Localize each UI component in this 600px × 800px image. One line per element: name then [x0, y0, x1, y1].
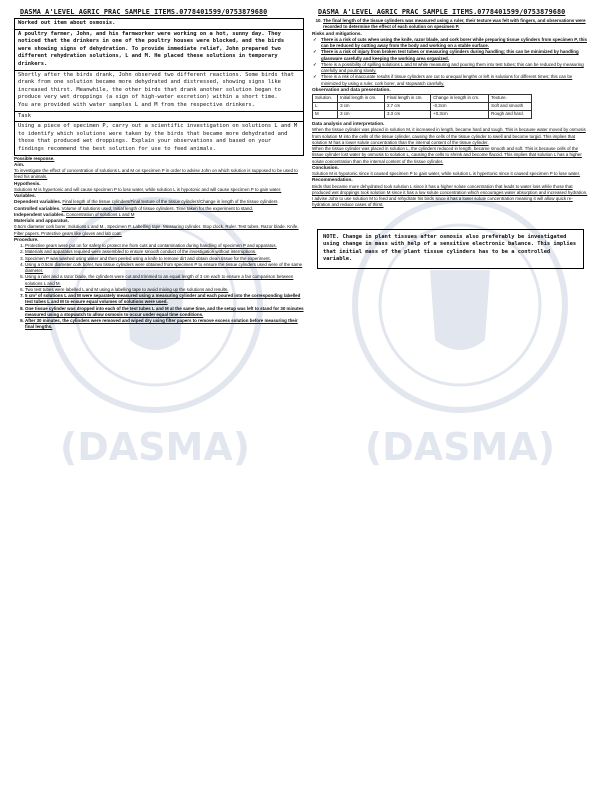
- recommendation-paragraph: Birds that became more dehydrated took solution L since it has a higher solute concentration that leads to water loss while those that produced wet droppings took solution M since it has a low solute concentration which encourages water absorption and increased hydration.: [312, 183, 588, 195]
- aim-heading: Aim.: [14, 161, 25, 167]
- procedure-step: 8. One tissue cylinder was dropped into each of the test tubes L and M at the same time, and the setup was left to stand for 30 minutes measured using a stopwatch to allow osmosis to occur under equal time conditions.: [25, 306, 304, 319]
- table-row: [313, 111, 532, 119]
- table-header-cell: Change in length in cm.: [431, 95, 489, 103]
- table-cell: +0.3cm: [431, 111, 489, 119]
- conclusion-text: Solution M is hypotonic since it caused specimen P to gain water, while solution L is hypertonic since it caused specimen P to lose water.: [312, 171, 581, 176]
- table-cell: -0.3cm: [431, 103, 489, 111]
- table-cell: M: [313, 111, 338, 119]
- risk-item: ✓ There is a risk of cuts when using the knife, razor blade, and cork borer while preparing tissue cylinders from specimen P, this can be reduced by cutting away from the body and working on a stable surface.: [321, 37, 590, 50]
- observation-cell: [15, 71, 303, 112]
- scenario-text: [15, 30, 303, 71]
- procedure-step: 5. Using a ruler and a razor blade, the cylinders were cut and trimmed to an equal length of 3 cm each to ensure a fair comparison between solutions L and M.: [25, 274, 304, 287]
- risk-item: ✓ There is a risk of injury from broken test tubes or measuring cylinders during handling; this can be minimized by handling glassware carefully and keeping the working area organized.: [321, 49, 590, 62]
- table-cell: 3.3 cm: [385, 111, 431, 119]
- controlled-label: Controlled variables.: [14, 205, 61, 211]
- hypothesis-heading: Hypothesis.: [14, 180, 41, 186]
- procedure-step: 10. The final length of the tissue cylinders was measured using a ruler, their texture was felt with fingers, and observations were recorded to determine the effect of each solution on specimen P.: [323, 18, 590, 31]
- task-paragraph: Using a piece of specimen P, carry out a scientific investigation on solutions L and M to identify which solutions were taken by the birds that became more dehydrated and those that produced wet droppings. Explain your observations and based on your findings recommend the best solution for use to feed animals.: [18, 123, 298, 152]
- risk-item: ✓ There is a possibility of spilling solutions L and M while measuring and pouring them into test tubes; this can be reduced by measuring carefully and pouring slowly.: [321, 62, 590, 75]
- procedure-step: 4. Using a 0.5cm diameter cork borer, two tissue cylinders were obtained from specimen P to ensure the tissue cylinders used were of the same diameter.: [25, 262, 304, 275]
- page-header-right: DASMA A'LEVEL AGRIC PRAC SAMPLE ITEMS.0778401599/0753879680: [318, 8, 566, 16]
- possible-response-heading: Possible response.: [14, 155, 55, 161]
- table-row: [313, 103, 532, 111]
- controlled-text: Volume of solutions used, Initial length of tissue cylinders. Time taken for the experiment to stand.: [61, 205, 254, 211]
- observation-heading: Observation and data presentation.: [312, 86, 391, 92]
- procedure-step: 3. Specimen P was washed using water and then peeled using a knife to remove dirt and obtain clean tissue for the experiment.: [25, 256, 304, 262]
- table-cell: Rough and hard.: [489, 111, 532, 119]
- procedure-list: [14, 243, 304, 331]
- note-text: NOTE. Change in plant tissues after osmosis also preferably be investigated using change in mass with help of a sensitive electronic balance. This implies that initial mass of the plant tissue cylinders has to be a controlled variable.: [323, 233, 577, 263]
- procedure-step: 9. After 30 minutes, the cylinders were removed and wiped dry using filter papers to remove excess solution before measuring their final lengths.: [25, 318, 304, 331]
- table-cell: L: [313, 103, 338, 111]
- conclusion-heading: Conclusion.: [312, 164, 339, 170]
- page-header-left: DASMA A'LEVEL AGRIC PRAC SAMPLE ITEMS.0778401599/0753879680: [20, 8, 268, 16]
- continued-section: [312, 18, 590, 209]
- table-cell: Soft and smooth: [489, 103, 532, 111]
- dependent-label: Dependent variables.: [14, 199, 62, 205]
- left-column: [14, 8, 304, 331]
- task-label: Task: [15, 112, 303, 123]
- variables-heading: Variables.: [14, 193, 36, 198]
- table-header-row: [313, 95, 532, 103]
- procedure-list-continued: [312, 18, 590, 31]
- hypothesis-text: Solutions M is hypertonic and will cause specimen P to lose water, while solution L is hypotonic and will cause specimen P to gain water.: [14, 186, 282, 192]
- dependent-text: Final length of the tissue cylinders/Final texture of the tissue cylinders/Change in length of the tissue cylinders: [62, 199, 278, 205]
- procedure-step: 1. Protective gears were put on for safety to protect me from cuts and contamination during handling of specimen P and apparatus.: [25, 243, 304, 249]
- table-cell: 3 cm: [338, 103, 385, 111]
- watermark-text: (DASMA): [364, 425, 556, 469]
- recommendation-heading: Recommendation.: [312, 177, 353, 183]
- watermark-text: (DASMA): [59, 425, 251, 469]
- task-text: [15, 122, 303, 154]
- aim-text: To investigate the effect of concentration of solutions L and M on specimen P in order to advise John on which solution is supposed to be used to feed his animals.: [14, 168, 298, 180]
- table-header-cell: Final length in cm.: [385, 95, 431, 103]
- independent-text: Concentration of solutions L and M: [66, 211, 135, 217]
- table-cell: 2.7 cm: [385, 103, 431, 111]
- provided-paragraph: You are provided with water samples L and M from the respective drinkers.: [18, 101, 255, 108]
- note-box: [317, 229, 584, 269]
- risks-heading: Risks and mitigations.: [312, 30, 362, 36]
- table-cell: 3 cm: [338, 111, 385, 119]
- scenario-box: [14, 18, 304, 156]
- procedure-step: 2. Materials and apparatus required were assembled to ensure smooth conduct of the investigation without interruptions.: [25, 249, 304, 255]
- materials-text: 0.5cm diameter cork borer, Solutions L and M., Specimen P. Labelling tape. Measuring cylinder. Stop clock. Ruler. Test tubes. Razor blade. Knife. Filter papers. Protective gears like gloves and lab coat.: [14, 224, 299, 236]
- materials-heading: Materials and apparatus.: [14, 218, 69, 223]
- risk-item: ✓ There is a risk of inaccurate results if tissue cylinders are cut to unequal lengths or left in solutions for different times; this can be minimized by using a ruler, cork borer, and stopwatch carefully.: [321, 74, 590, 87]
- analysis-paragraph-l: When the tissue cylinder was placed in solution L, the cylinders reduced in length, became smooth and soft. This is because cells of the tissue cylinder lost water by osmosis to solution L, causing the cells to shrink and become flaccid. This implies that solution L has a higher solute concentration than the internal content of the tissue cylinder.: [312, 146, 582, 164]
- response-section: [14, 156, 304, 331]
- worked-title: Worked out item about osmosis.: [15, 19, 303, 30]
- table-header-cell: Initial length in cm.: [338, 95, 385, 103]
- observation-paragraph: Shortly after the birds drank, John observed two different reactions. Some birds that drank from one solution became more dehydrated and distressed, showing signs like increased thirst. Meanwhile, the other birds that drank another solution began to produce very wet droppings (a sign of high-water excretion) within a short time.: [18, 71, 294, 101]
- observation-table: [312, 94, 532, 119]
- table-header-cell: Texture.: [489, 95, 532, 103]
- risks-list: [312, 37, 590, 87]
- independent-label: Independent variables.: [14, 211, 65, 217]
- table-header-cell: Solution.: [313, 95, 338, 103]
- recommendation-advice: I advise John to use solution M to feed and rehydrate his birds since it has a lower solute concentration meaning it will allow quick re-hydration and reduce cases of thirst.: [312, 196, 573, 208]
- scenario-paragraph: A poultry farmer, John, and his farmworker were working on a hot, sunny day. They noticed that the drinkers in one of the poultry houses were blocked, and the birds were showing signs of dehydration. To provide immediate relief, John prepared two different rehydration solutions, L and M. He placed these solutions in temporary drinkers.: [18, 30, 285, 67]
- procedure-step: 6. Two test tubes were labelled L and M using a labelling tape to avoid mixing up the solutions and results.: [25, 287, 304, 293]
- procedure-heading: Procedure.: [14, 236, 39, 242]
- analysis-paragraph-m: When the tissue cylinder was placed in solution M, it increased in length, became hard and tough. This is because water moved by osmosis from solution M into the cells of the tissue cylinder, causing the cells of the tissue cylinder to swell and become turgid. This implies that solution M has a lower solute concentration than the internal content of the tissue cylinder.: [312, 127, 586, 145]
- analysis-heading: Data analysis and interpretation.: [312, 121, 385, 126]
- right-column: [312, 8, 590, 269]
- procedure-step: 7. 5 cm³ of solutions L and M were separately measured using a measuring cylinder and each poured into the corresponding labelled test tubes L and M to ensure equal volumes of solutions were used.: [25, 293, 304, 306]
